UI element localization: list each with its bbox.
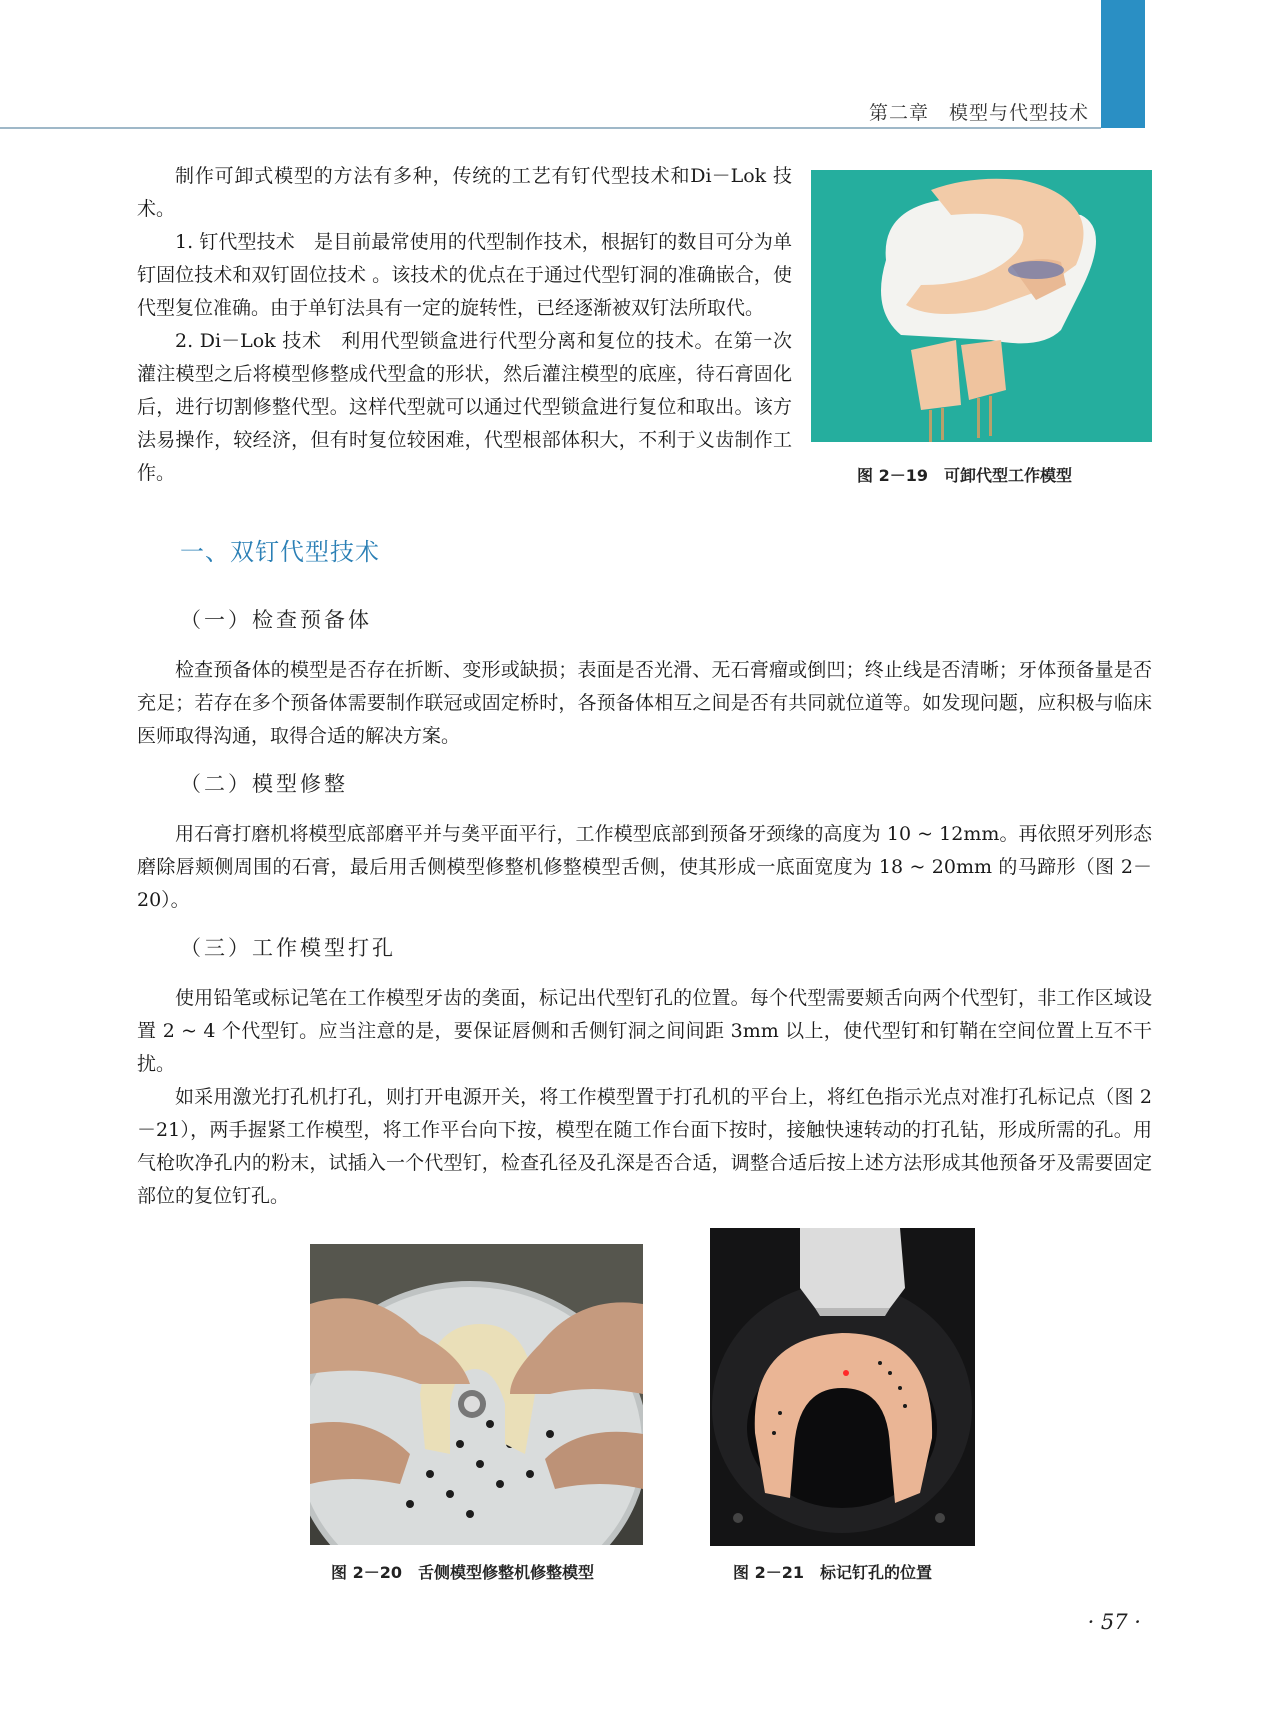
- header-rule: [0, 127, 1101, 129]
- figure-2-21-photo: [710, 1228, 975, 1546]
- section-heading-double-pin: 一、双钉代型技术: [180, 538, 380, 566]
- intro-paragraph-3: 2. Di－Lok 技术 利用代型锁盒进行代型分离和复位的技术。在第一次灌注模型之后将模型修整成代型盒的形状，然后灌注模型的底座，待石膏固化后，进行切割修整代型。这样代型就可以通过代型锁盒进行复位和取出。该方法易操作，较经济，但有时复位较困难，代型根部体积大，不利于义齿制作工作。: [137, 330, 792, 484]
- running-header: 第二章 模型与代型技术: [868, 102, 1089, 124]
- subsection-1-text: [137, 654, 1152, 753]
- figure-2-20-photo: [310, 1244, 643, 1545]
- intro-text-block: [137, 160, 792, 490]
- intro-paragraph-2: 1. 钉代型技术 是目前最常使用的代型制作技术，根据钉的数目可分为单钉固位技术和双钉固位技术 。该技术的优点在于通过代型钉洞的准确嵌合，使代型复位准确。由于单钉法具有一定的旋转性，已经逐渐被双钉法所取代。: [137, 231, 792, 319]
- figure-2-21-caption: 图 2－21 标记钉孔的位置: [733, 1563, 932, 1582]
- subsection-2-text: [137, 818, 1152, 917]
- subsection-heading-check: （一）检查预备体: [180, 608, 372, 632]
- chapter-color-tab: [1101, 0, 1145, 128]
- subsection-3-paragraph-1: 使用铅笔或标记笔在工作模型牙齿的䶮面，标记出代型钉孔的位置。每个代型需要颊舌向两个代型钉，非工作区域设置 2 ~ 4 个代型钉。应当注意的是，要保证唇侧和舌侧钉洞之间间距 3mm 以上，使代型钉和钉鞘在空间位置上互不干扰。: [137, 987, 1152, 1075]
- subsection-3-text: [137, 982, 1152, 1213]
- figure-2-19-caption: 图 2－19 可卸代型工作模型: [857, 466, 1072, 485]
- figure-2-19-photo: [811, 170, 1152, 442]
- subsection-heading-drill: （三）工作模型打孔: [180, 936, 396, 960]
- subsection-3-paragraph-2: 如采用激光打孔机打孔，则打开电源开关，将工作模型置于打孔机的平台上，将红色指示光点对准打孔标记点（图 2－21），两手握紧工作模型，将工作平台向下按，模型在随工作台面下按时，接触快速转动的打孔钻，形成所需的孔。用气枪吹净孔内的粉末，试插入一个代型钉，检查孔径及孔深是否合适，调整合适后按上述方法形成其他预备牙及需要固定部位的复位钉孔。: [137, 1086, 1152, 1207]
- subsection-2-paragraph: 用石膏打磨机将模型底部磨平并与䶮平面平行，工作模型底部到预备牙颈缘的高度为 10 ~ 12mm。再依照牙列形态磨除唇颊侧周围的石膏，最后用舌侧模型修整机修整模型舌侧，使其形成一底面宽度为 18 ~ 20mm 的马蹄形（图 2－20）。: [137, 823, 1152, 911]
- intro-paragraph-1: 制作可卸式模型的方法有多种，传统的工艺有钉代型技术和Di－Lok 技术。: [137, 165, 792, 220]
- subsection-heading-trim: （二）模型修整: [180, 772, 348, 796]
- subsection-1-paragraph: 检查预备体的模型是否存在折断、变形或缺损；表面是否光滑、无石膏瘤或倒凹；终止线是否清晰；牙体预备量是否充足；若存在多个预备体需要制作联冠或固定桥时，各预备体相互之间是否有共同就位道等。如发现问题，应积极与临床医师取得沟通，取得合适的解决方案。: [137, 659, 1152, 747]
- figure-2-20-caption: 图 2－20 舌侧模型修整机修整模型: [331, 1563, 594, 1582]
- page-number: · 57 ·: [1087, 1610, 1141, 1634]
